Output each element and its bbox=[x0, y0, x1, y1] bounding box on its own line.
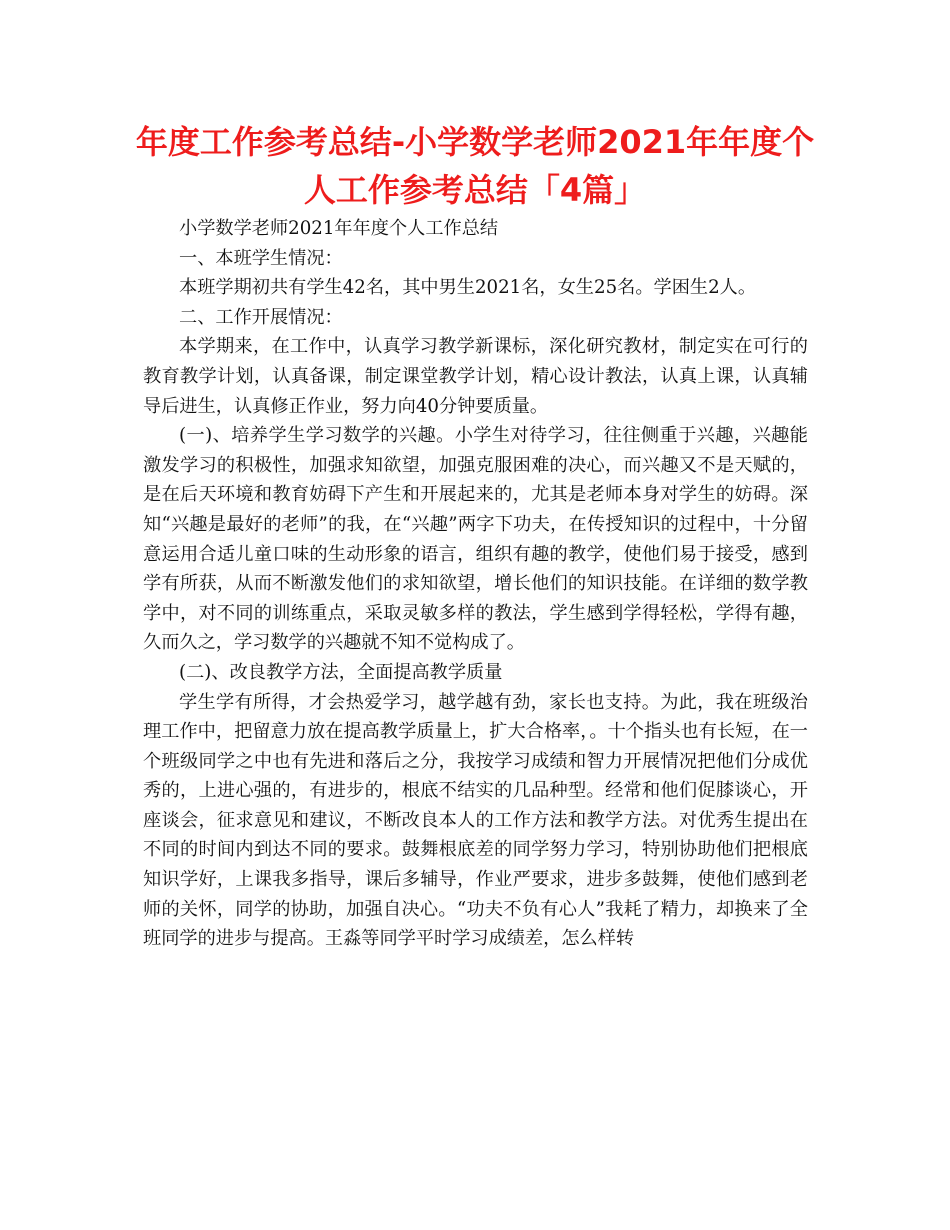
paragraph-heading-method: (二)、改良教学方法，全面提高教学质量 bbox=[179, 661, 503, 683]
document-title: 年度工作参考总结-小学数学老师2021年年度个人工作参考总结「4篇」 bbox=[135, 123, 815, 209]
paragraph-work-intro: 本学期来，在工作中，认真学习教学新课标，深化研究教材，制定实在可行的教育教学计划，认真备课，制定课堂教学计划，精心设计教法，认真上课，认真辅导后进生，认真修正作业，努力向40分钟要质量。 bbox=[143, 336, 808, 417]
paragraph-heading-class-situation: 一、本班学生情况： bbox=[179, 247, 343, 269]
paragraph-method: 学生学有所得，才会热爱学习，越学越有劲，家长也支持。为此，我在班级治理工作中，把留意力放在提高教学质量上，扩大合格率，。十个指头也有长短，在一个班级同学之中也有先进和落后之分，我按学习成绩和智力开展情况把他们分成优秀的，上进心强的，有进步的，根底不结实的几品种型。经常和他们促膝谈心，开座谈会，征求意见和建议，不断改良本人的工作方法和教学方法。对优秀生提出在不同的时间内到达不同的要求。鼓舞根底差的同学努力学习，特别协助他们把根底知识学好，上课我多指导，课后多辅导，作业严要求，进步多鼓舞，使他们感到老师的关怀，同学的协助，加强自决心。“功夫不负有心人”我耗了精力，却换来了全班同学的进步与提高。王淼等同学平时学习成绩差，怎么样转 bbox=[143, 691, 808, 950]
paragraph-interest: (一)、培养学生学习数学的兴趣。小学生对待学习，往往侧重于兴趣，兴趣能激发学习的积极性，加强求知欲望，加强克服困难的决心，而兴趣又不是天赋的，是在后天环境和教育妨碍下产生和开展起来的，尤其是老师本身对学生的妨碍。深知“兴趣是最好的老师”的我，在“兴趣”两字下功夫，在传授知识的过程中，十分留意运用合适儿童口味的生动形象的语言，组织有趣的教学，使他们易于接受，感到学有所获，从而不断激发他们的求知欲望，增长他们的知识技能。在详细的数学教学中，对不同的训练重点，采取灵敏多样的教法，学生感到学得轻松，学得有趣，久而久之，学习数学的兴趣就不知不觉构成了。 bbox=[143, 425, 808, 654]
document-body bbox=[143, 214, 808, 954]
paragraph-class-info: 本班学期初共有学生42名，其中男生2021名，女生25名。学困生2人。 bbox=[179, 277, 757, 299]
paragraph-heading-work: 二、工作开展情况： bbox=[179, 306, 343, 328]
paragraph-subtitle: 小学数学老师2021年年度个人工作总结 bbox=[179, 218, 499, 239]
